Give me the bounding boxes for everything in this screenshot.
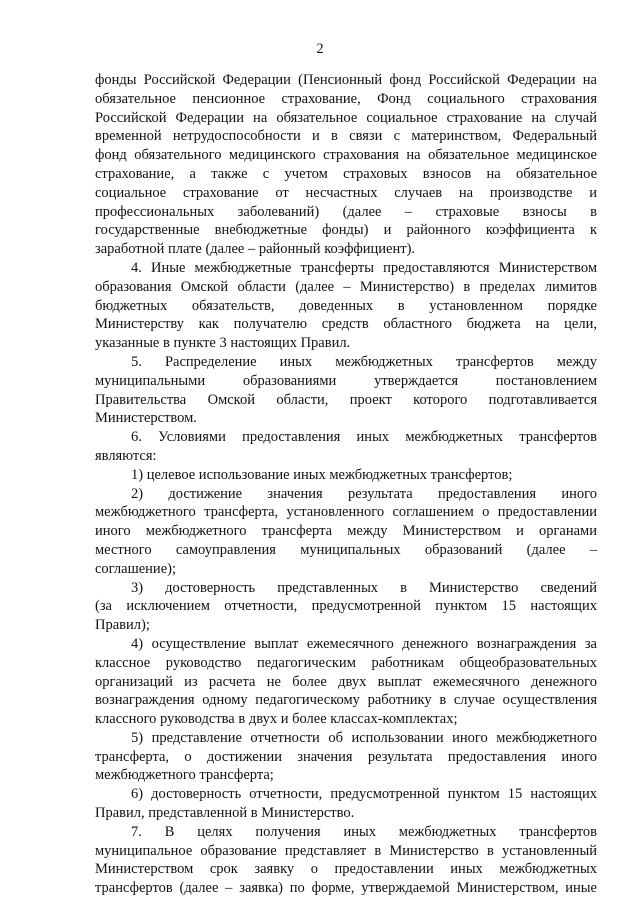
paragraph [95, 785, 597, 823]
text-line: профессиональных заболеваний) (далее – страховые взносы в [95, 203, 597, 220]
text-line: заработной плате (далее – районный коэффициент). [95, 241, 416, 258]
text-line: муниципальными образованиями утверждается постановлением [95, 372, 597, 389]
text-line: образования Омской области (далее – Министерство) в пределах лимитов [95, 278, 597, 295]
text-line: соглашение); [95, 560, 176, 577]
paragraph [95, 259, 597, 353]
text-line: 6. Условиями предоставления иных межбюджетных трансфертов [131, 429, 597, 446]
text-line: 3) достоверность представленных в Министерство сведений [131, 579, 597, 596]
paragraph [95, 729, 597, 785]
text-line: местного самоуправления муниципальных образований (далее – [95, 541, 597, 558]
text-line: социальное страхование от несчастных случаев на производстве и [95, 184, 597, 201]
text-line: муниципальное образование представляет в Министерство в установленный [95, 842, 597, 859]
text-line: иного межбюджетного трансферта между Министерством и органами [95, 523, 597, 540]
text-line: 7. В целях получения иных межбюджетных трансфертов [131, 823, 597, 840]
text-line: межбюджетного трансферта, установленного соглашением о предоставлении [95, 504, 597, 521]
text-line: Российской Федерации на обязательное социальное страхование на случай [95, 109, 597, 126]
text-line: вознаграждения одному педагогическому работнику в случае осуществления [95, 692, 597, 709]
page-number: 2 [316, 41, 324, 57]
text-line: (за исключением отчетности, предусмотренной пунктом 15 настоящих [95, 598, 597, 615]
paragraph [95, 485, 597, 579]
text-line: организаций из расчета не более двух выплат ежемесячного денежного [95, 673, 597, 690]
text-line: 4) осуществление выплат ежемесячного денежного вознаграждения за [131, 635, 597, 652]
text-line: бюджетных обязательств, доведенных в установленном порядке [95, 297, 597, 314]
text-line: 1) целевое использование иных межбюджетных трансфертов; [131, 466, 513, 483]
text-line: Правил, представленной в Министерство. [95, 805, 355, 822]
paragraph [95, 579, 597, 635]
paragraph [95, 823, 597, 898]
paragraph [95, 428, 597, 466]
text-line: являются: [95, 447, 157, 464]
text-line: государственные внебюджетные фонды) и районного коэффициента к [95, 222, 597, 239]
text-line: фонд обязательного медицинского страхования на обязательное медицинское [95, 147, 597, 164]
text-line: классное руководство педагогическим работникам общеобразовательных [95, 654, 597, 671]
text-line: страхование, а также с учетом страховых взносов на обязательное [95, 165, 597, 182]
text-line: Правил); [95, 617, 150, 634]
text-line: 2) достижение значения результата предоставления иного [131, 485, 597, 502]
text-line: межбюджетного трансферта; [95, 767, 274, 784]
text-line: 4. Иные межбюджетные трансферты предоставляются Министерством [131, 259, 597, 276]
text-line: Министерством срок заявку о предоставлении иных межбюджетных [95, 861, 597, 878]
document-body [95, 71, 597, 898]
text-line: 5) представление отчетности об использовании иного межбюджетного [131, 729, 597, 746]
text-line: трансфертов (далее – заявка) по форме, утверждаемой Министерством, иные [95, 880, 597, 897]
paragraph [95, 466, 597, 485]
text-line: указанные в пункте 3 настоящих Правил. [95, 335, 351, 352]
text-line: временной нетрудоспособности и в связи с материнством, Федеральный [95, 128, 597, 145]
paragraph [95, 353, 597, 428]
text-line: трансферта, о достижении значения результата предоставления иного [95, 748, 597, 765]
text-line: Министерством. [95, 410, 197, 427]
text-line: Министерству как получателю средств областного бюджета на цели, [95, 316, 597, 333]
paragraph [95, 635, 597, 729]
text-line: фонды Российской Федерации (Пенсионный фонд Российской Федерации на [95, 72, 597, 88]
text-line: 5. Распределение иных межбюджетных трансфертов между [131, 353, 597, 370]
text-line: Правительства Омской области, проект которого подготавливается [95, 391, 597, 408]
text-line: 6) достоверность отчетности, предусмотренной пунктом 15 настоящих [131, 786, 597, 803]
text-line: обязательное пенсионное страхование, Фонд социального страхования [95, 90, 597, 107]
paragraph [95, 71, 597, 259]
text-line: классного руководства в двух и более классах-комплектах; [95, 711, 458, 728]
